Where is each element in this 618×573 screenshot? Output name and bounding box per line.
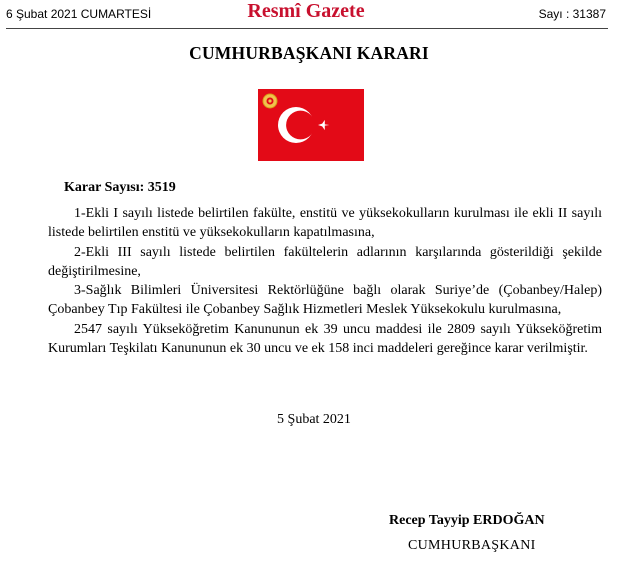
document-title: CUMHURBAŞKANI KARARI xyxy=(189,43,429,63)
presidential-seal-icon xyxy=(263,94,277,108)
signer-name: Recep Tayyip ERDOĞAN xyxy=(389,513,545,528)
decree-number: Karar Sayısı: 3519 xyxy=(64,180,176,195)
signing-date: 5 Şubat 2021 xyxy=(277,412,351,427)
decree-paragraph: 2547 sayılı Yükseköğretim Kanununun ek 39 uncu maddesi ile 2809 sayılı Yükseköğretim Kurumları Teşkilatı Kanununun ek 30 uncu ve ek 158 inci maddeleri gereğince karar verilmiştir. xyxy=(48,321,602,357)
publication-date: 6 Şubat 2021 CUMARTESİ xyxy=(6,7,152,21)
gazette-title: Resmî Gazete xyxy=(247,0,365,22)
turkish-flag-with-seal-icon xyxy=(258,89,364,161)
header-divider xyxy=(6,28,608,29)
decree-body xyxy=(48,204,602,358)
decree-paragraph: 2-Ekli III sayılı listede belirtilen fakültelerin adlarının karşılarında gösterildiği şekilde değiştirilmesine, xyxy=(48,244,602,279)
issue-number: Sayı : 31387 xyxy=(538,7,606,21)
signer-title: CUMHURBAŞKANI xyxy=(408,538,536,553)
decree-paragraph: 3-Sağlık Bilimleri Üniversitesi Rektörlüğüne bağlı olarak Suriye’de (Çobanbey/Halep) Çobanbey Tıp Fakültesi ile Çobanbey Sağlık Hizmetleri Meslek Yüksekokulu kurulmasına, xyxy=(48,283,602,318)
decree-paragraph: 1-Ekli I sayılı listede belirtilen fakülte, enstitü ve yüksekokulların kurulması ile ekli II sayılı listede belirtilen enstitü ve yüksekokulların kapatılmasına, xyxy=(48,206,602,241)
gazette-header xyxy=(6,0,606,28)
